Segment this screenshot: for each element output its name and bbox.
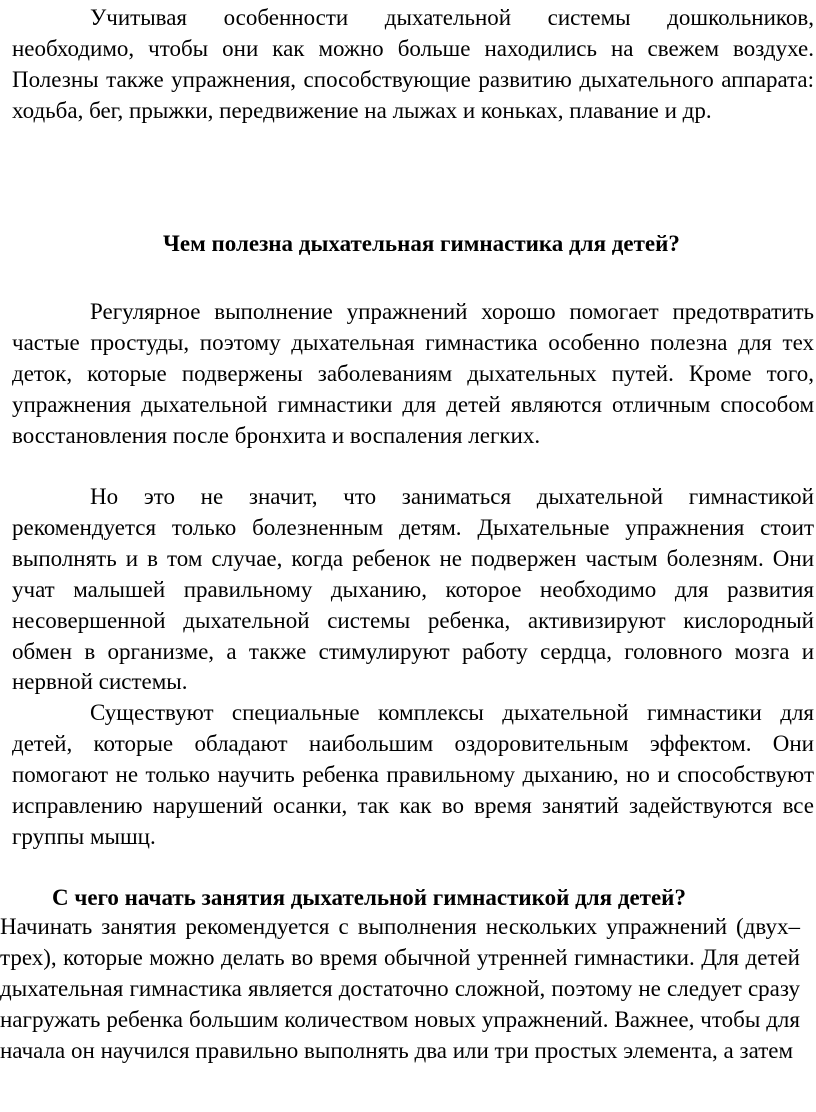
paragraph-starting-exercises: Начинать занятия рекомендуется с выполнения нескольких упражнений (двух–трех), которые можно делать во время обычной утренней гимнастики. Для детей дыхательная гимнастика является достаточно сложной, поэтому не следует сразу нагружать ребенка большим количеством новых упражнений. Важнее, чтобы для начала он научился правильно выполнять два или три простых элемента, а затем — [0, 914, 800, 1063]
paragraph-special-complexes: Существуют специальные комплексы дыхательной гимнастики для детей, которые обладают наибольшим оздоровительным эффектом. Они помогают не только научить ребенка правильному дыханию, но и способствуют исправлению нарушений осанки, так как во время занятий задействуются все группы мышц. — [12, 700, 814, 849]
heading-benefits: Чем полезна дыхательная гимнастика для детей? — [163, 231, 680, 256]
paragraph-preschool-breathing: Учитывая особенности дыхательной системы дошкольников, необходимо, чтобы они как можно больше находились на свежем воздухе. Полезны также упражнения, способствующие развитию дыхательного аппарата: ходьба, бег, прыжки, передвижение на лыжах и коньках, плавание и др. — [12, 5, 814, 123]
heading-how-to-start: С чего начать занятия дыхательной гимнастикой для детей? — [52, 885, 686, 910]
paragraph-regular-exercise: Регулярное выполнение упражнений хорошо помогает предотвратить частые простуды, поэтому дыхательная гимнастика особенно полезна для тех деток, которые подвержены заболеваниям дыхательных путей. Кроме того, упражнения дыхательной гимнастики для детей являются отличным способом восстановления после бронхита и воспаления легких. — [12, 299, 814, 448]
paragraph-not-only-sick-children: Но это не значит, что заниматься дыхательной гимнастикой рекомендуется только болезненным детям. Дыхательные упражнения стоит выполнять и в том случае, когда ребенок не подвержен частым болезням. Они учат малышей правильному дыханию, которое необходимо для развития несовершенной дыхательной системы ребенка, активизируют кислородный обмен в организме, а также стимулируют работу сердца, головного мозга и нервной системы. — [12, 484, 814, 695]
